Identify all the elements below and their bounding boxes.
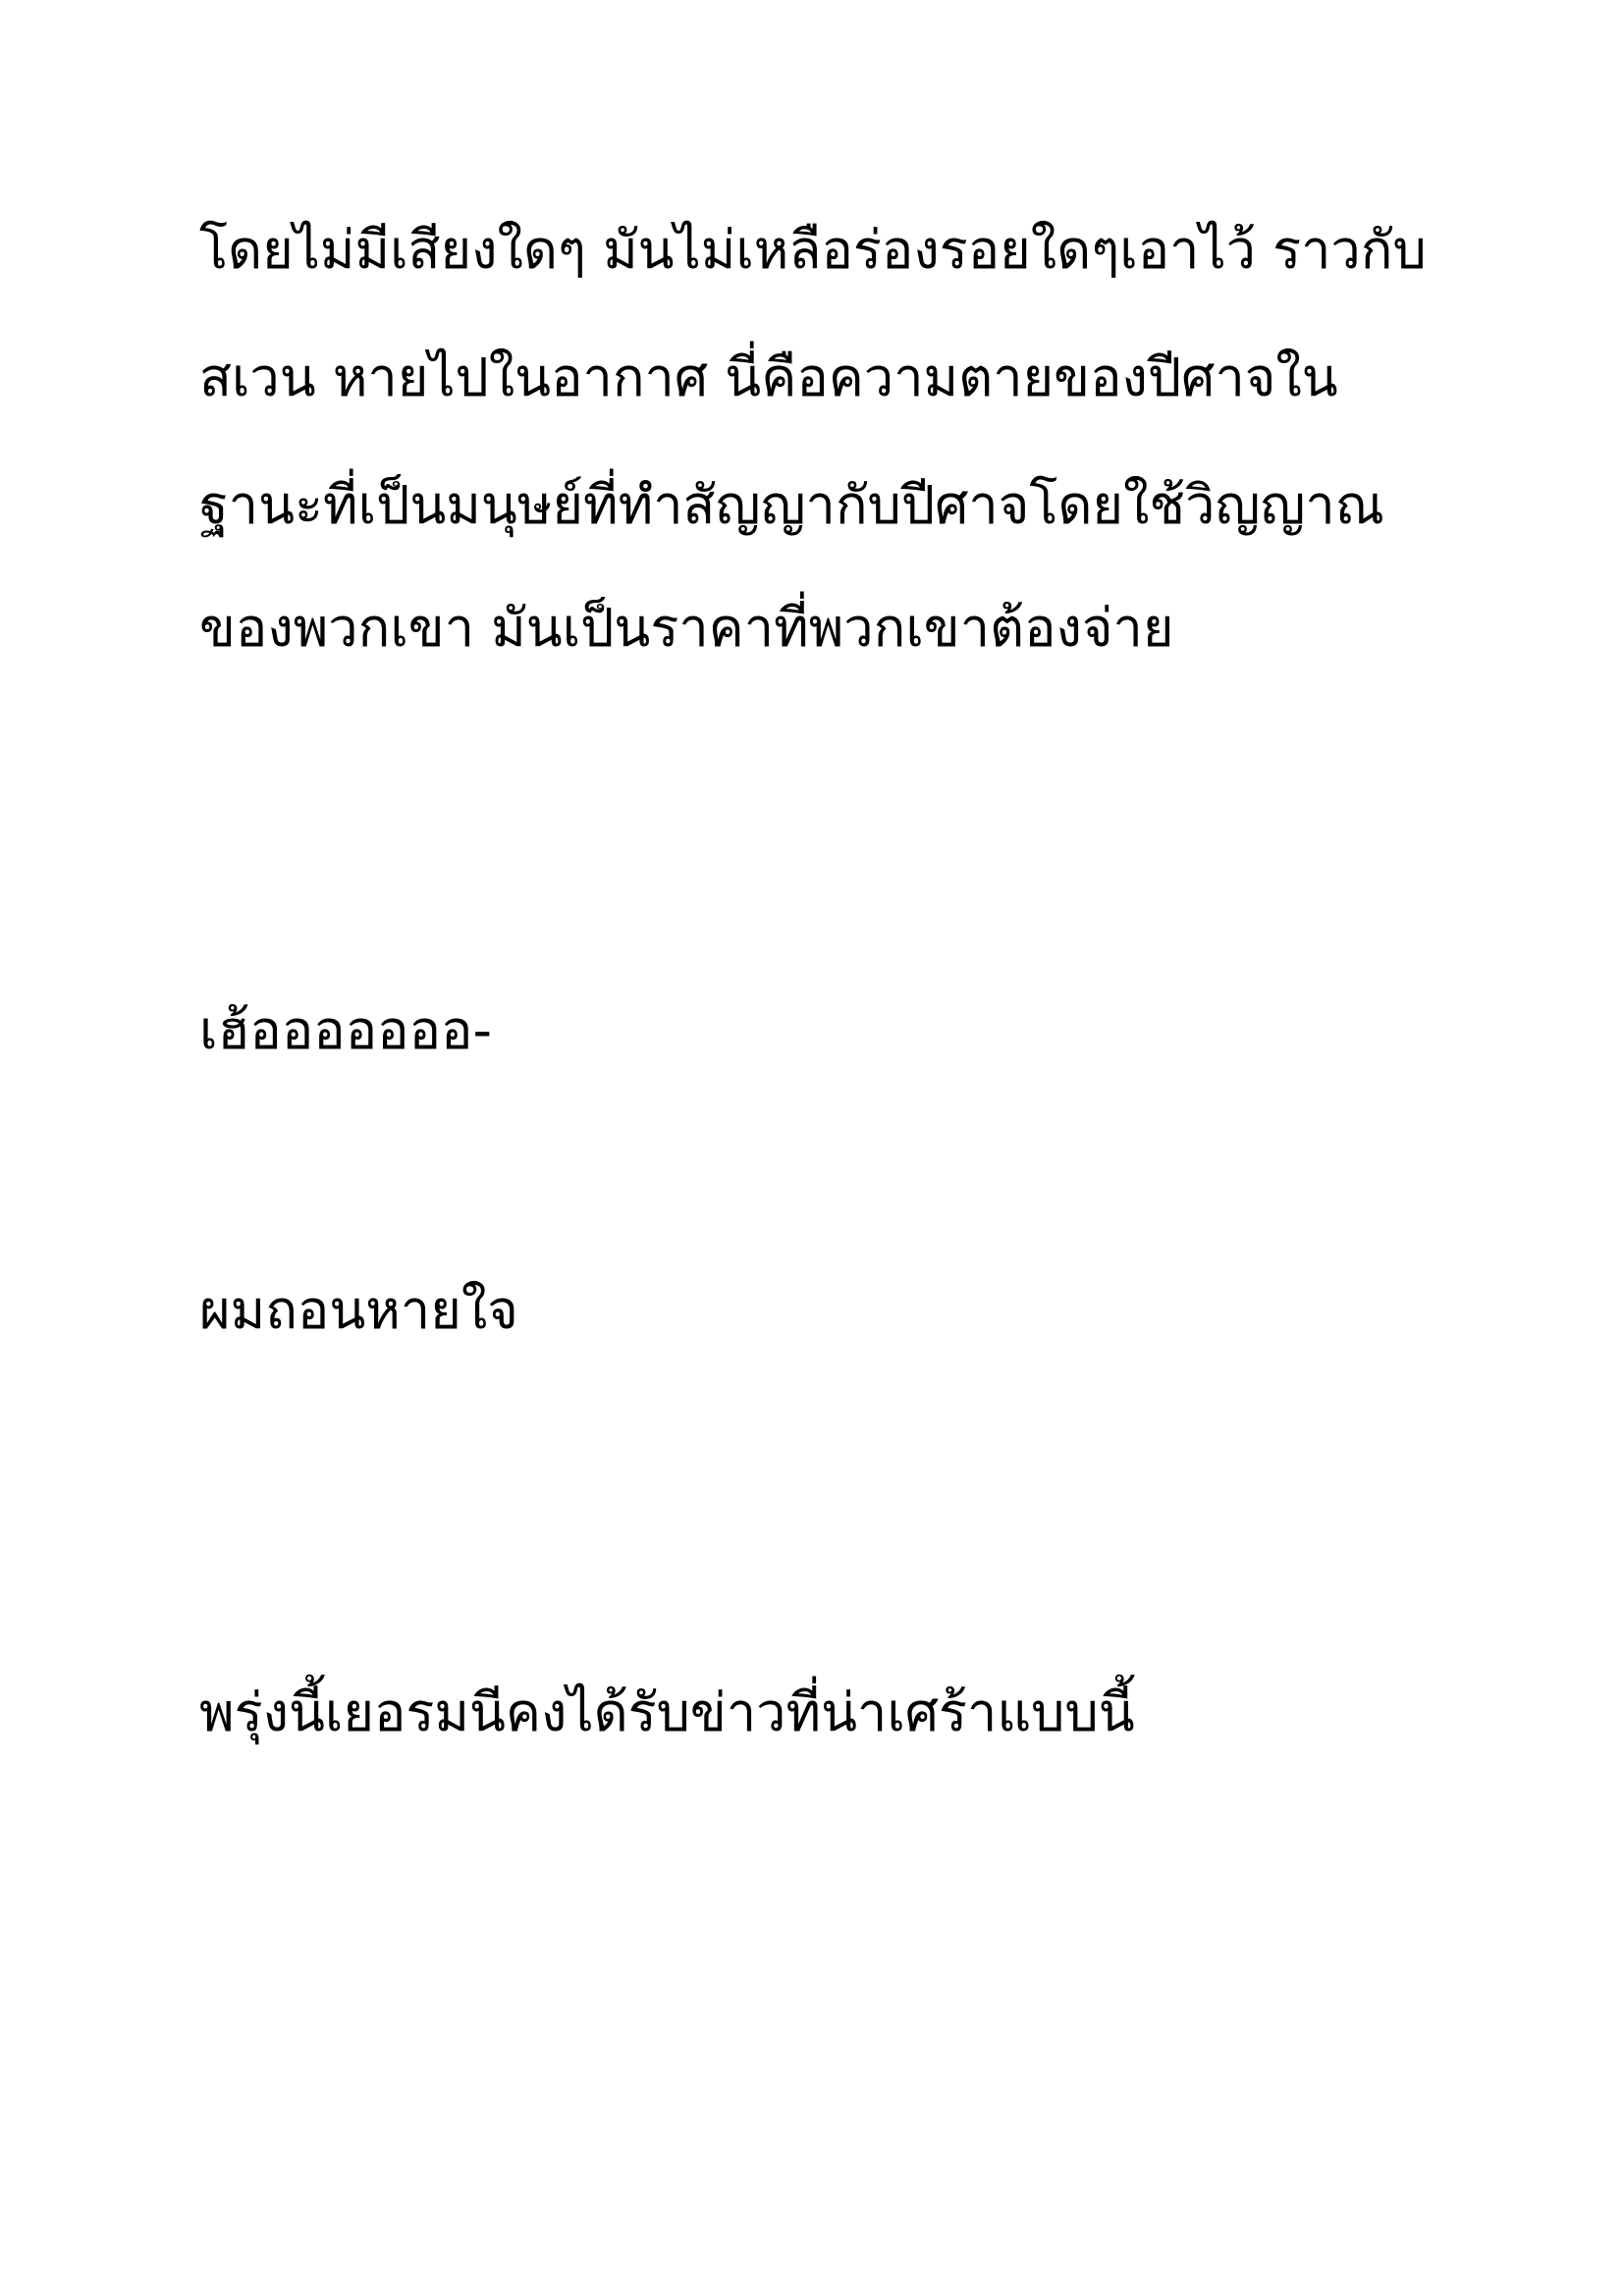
paragraph-line-2: สเวน หายไปในอากาศ นี่คือความตายของปีศาจใน (199, 347, 1338, 408)
paragraph-line-4: ของพวกเขา มันเป็นราคาที่พวกเขาต้องจ่าย (199, 597, 1174, 659)
exclamation-line: เฮ้อออออออ- (199, 999, 492, 1061)
sigh-line: ผมถอนหายใจ (199, 1279, 518, 1341)
final-line: พรุ่งนี้เยอรมนีคงได้รับข่าวที่น่าเศร้าแบบนี้ (199, 1682, 1135, 1743)
paragraph-line-1: โดยไม่มีเสียงใดๆ มันไม่เหลือร่องรอยใดๆเอาไว้ ราวกับ (199, 219, 1427, 281)
paragraph-line-3: ฐานะที่เป็นมนุษย์ที่ทำสัญญากับปีศาจโดยใช้วิญญาณ (199, 474, 1384, 536)
